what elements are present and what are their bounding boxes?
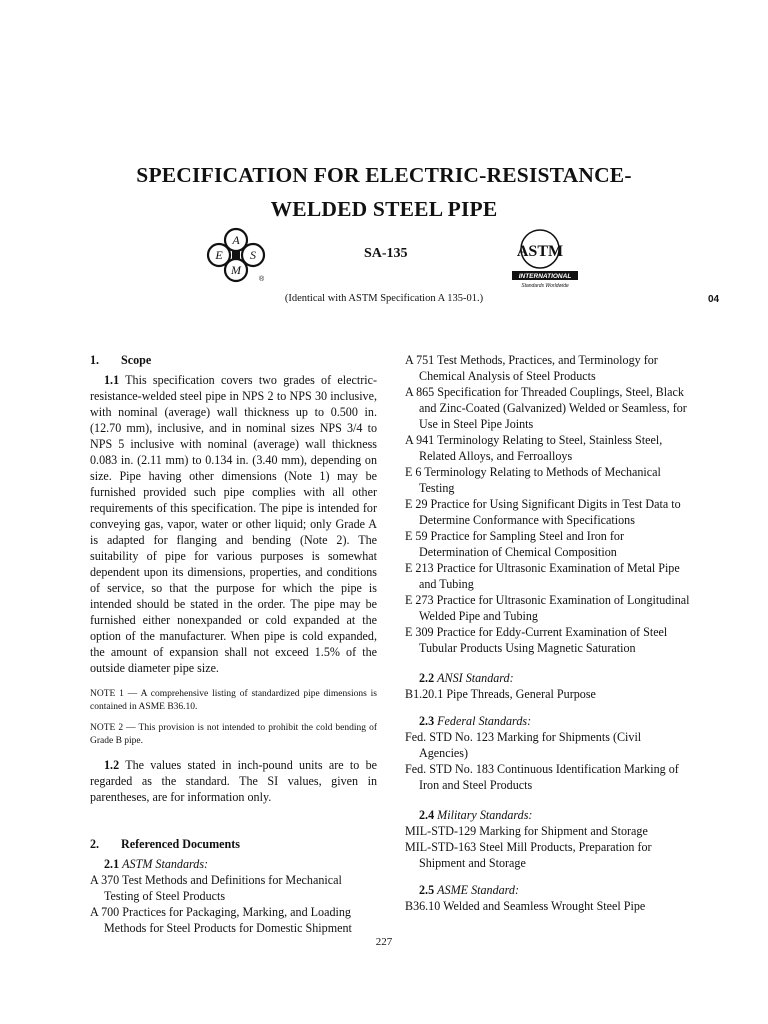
section-heading-referenced-documents: 2. Referenced Documents — [90, 837, 241, 851]
subheading-2-5: 2.5 ASME Standard: — [419, 883, 520, 897]
note-1: NOTE 1 — A comprehensive listing of standardized pipe dimensions is contained in ASME B36.10. — [90, 689, 377, 712]
reference-item: A 700 Practices for Packaging, Marking, and Loading Methods for Steel Products for Domestic Shipment — [90, 905, 352, 935]
reference-item: E 6 Terminology Relating to Methods of Mechanical Testing — [405, 465, 661, 495]
asme-logo-letter-e: E — [215, 248, 223, 262]
edition-year-mark: 04 — [708, 294, 720, 305]
asme-logo-icon — [206, 227, 266, 283]
title-line-1: SPECIFICATION FOR ELECTRIC-RESISTANCE- — [136, 163, 632, 187]
reference-item: A 751 Test Methods, Practices, and Terminology for Chemical Analysis of Steel Products — [405, 353, 658, 383]
astm-logo-tagline: Standards Worldwide — [521, 283, 569, 289]
reference-item: A 370 Test Methods and Definitions for Mechanical Testing of Steel Products — [90, 873, 342, 903]
asme-logo-letter-m: M — [231, 263, 241, 277]
registered-mark: ® — [259, 276, 265, 283]
astm-logo-international: INTERNATIONAL — [518, 273, 572, 280]
reference-item: E 213 Practice for Ultrasonic Examination of Metal Pipe and Tubing — [405, 561, 680, 591]
section-heading-scope: 1. Scope — [90, 353, 152, 367]
paragraph-1-1: 1.1 This specification covers two grades of electric-resistance-welded steel pipe in NPS 2 to NPS 30 inclusive, with nominal (average) wall thickness up to 0.500 in. (12.70 mm), inclusive, and in nominal sizes NPS 3/4 to NPS 5 inclusive with nominal (average) wall thickness 0.083 in. (2.11 mm) to 0.134 in. (3.40 mm), depending on size. Pipe having other dimensions (Note 1) may be furnished provided such pipe complies with all other requirements of this specification. The pipe is intended for conveying gas, vapor, water or other liquid; only Grade A is adapted for flanging and bending (Note 2). The suitability of pipe for various purposes is somewhat dependent upon its dimensions, properties, and conditions of service, so that the purpose for which the pipe is intended should be stated in the order. The pipe may be furnished either nonexpanded or cold expanded at the option of the manufacturer. When pipe is cold expanded, the amount of expansion shall not exceed 1.5% of the outside diameter pipe size. — [90, 373, 377, 675]
page-number: 227 — [375, 936, 393, 948]
identical-note: (Identical with ASTM Specification A 135-01.) — [284, 293, 484, 304]
reference-item: Fed. STD No. 183 Continuous Identification Marking of Iron and Steel Products — [405, 762, 679, 792]
title-line-2: WELDED STEEL PIPE — [270, 197, 498, 221]
subheading-2-3: 2.3 Federal Standards: — [419, 714, 532, 728]
note-2: NOTE 2 — This provision is not intended to prohibit the cold bending of Grade B pipe. — [90, 723, 377, 746]
reference-item: MIL-STD-129 Marking for Shipment and Storage — [405, 824, 648, 838]
reference-item: A 865 Specification for Threaded Couplings, Steel, Black and Zinc-Coated (Galvanized) Welded or Seamless, for Use in Steel Pipe Joints — [405, 385, 687, 431]
astm-logo-letters: ASTM — [516, 243, 564, 260]
reference-item: A 941 Terminology Relating to Steel, Stainless Steel, Related Alloys, and Ferroalloys — [405, 433, 663, 463]
paragraph-1-2: 1.2 The values stated in inch-pound units are to be regarded as the standard. The SI values, given in parentheses, are for information only. — [90, 758, 377, 804]
reference-item: E 309 Practice for Eddy-Current Examination of Steel Tubular Products Using Magnetic Saturation — [405, 625, 668, 655]
subheading-2-4: 2.4 Military Standards: — [419, 808, 533, 822]
reference-item: E 273 Practice for Ultrasonic Examination of Longitudinal Welded Pipe and Tubing — [405, 593, 690, 623]
asme-logo-letter-a: A — [232, 233, 240, 247]
subheading-2-1: 2.1 ASTM Standards: — [104, 857, 209, 871]
reference-item: B36.10 Welded and Seamless Wrought Steel Pipe — [405, 899, 646, 913]
asme-logo-letter-s: S — [250, 248, 256, 262]
reference-item: E 59 Practice for Sampling Steel and Iron for Determination of Chemical Composition — [405, 529, 624, 559]
reference-item: Fed. STD No. 123 Marking for Shipments (Civil Agencies) — [405, 730, 642, 760]
document-title — [60, 158, 708, 226]
subheading-2-2: 2.2 ANSI Standard: — [419, 671, 514, 685]
reference-item: E 29 Practice for Using Significant Digits in Test Data to Determine Conformance with Specifications — [405, 497, 681, 527]
astm-logo-icon — [512, 227, 578, 289]
designation: SA-135 — [364, 246, 408, 261]
right-column — [405, 352, 691, 914]
reference-item: B1.20.1 Pipe Threads, General Purpose — [405, 687, 596, 701]
reference-item: MIL-STD-163 Steel Mill Products, Preparation for Shipment and Storage — [405, 840, 652, 870]
left-column — [90, 352, 377, 936]
